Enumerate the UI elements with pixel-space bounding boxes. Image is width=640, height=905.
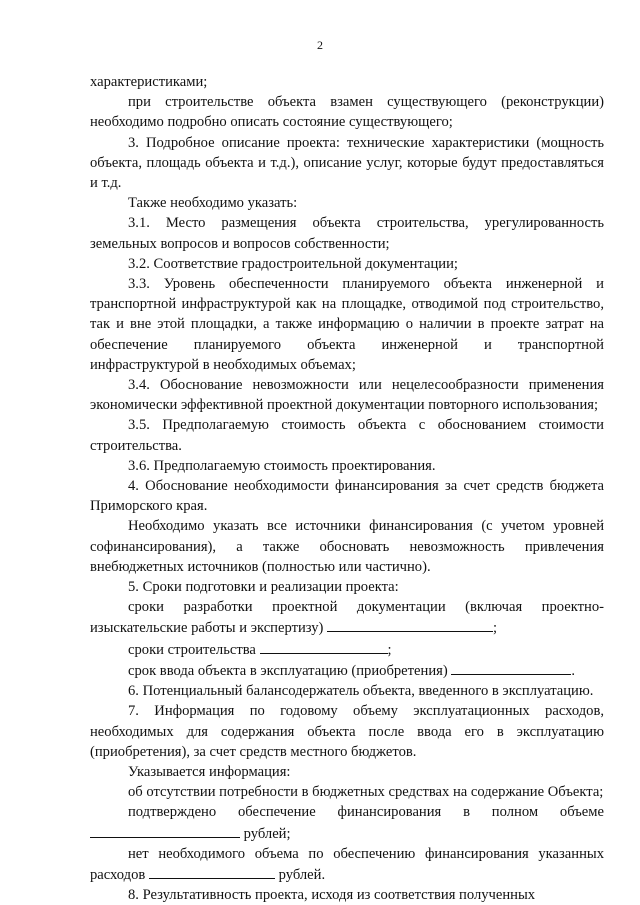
funding-confirmed-unit: рублей; xyxy=(243,825,291,842)
paragraph-item-4: 4. Обоснование необходимости финансирования за счет средств бюджета Приморского края. xyxy=(90,478,604,515)
design-deadline-end: ; xyxy=(493,620,498,637)
design-deadline-text: сроки разработки проектной документации (включая проектно-изыскательские работы и экспертизу) xyxy=(90,599,604,637)
paragraph-item-8: 8. Результативность проекта, исходя из соответствия полученных xyxy=(128,887,536,904)
document-body xyxy=(90,72,604,905)
paragraph-also-specify: Также необходимо указать: xyxy=(128,195,298,212)
paragraph-item-6: 6. Потенциальный балансодержатель объекта, введенного в эксплуатацию. xyxy=(128,683,594,700)
design-deadline-line xyxy=(90,597,604,638)
page-number: 2 xyxy=(317,38,323,52)
construction-deadline-text: сроки строительства xyxy=(128,641,256,658)
funding-confirmed-line xyxy=(90,802,604,843)
paragraph-info-specified: Указывается информация: xyxy=(128,763,291,780)
design-deadline-blank xyxy=(327,617,493,632)
construction-deadline-end: ; xyxy=(387,641,392,658)
paragraph-no-need: об отсутствии потребности в бюджетных средствах на содержание Объекта; xyxy=(128,784,604,801)
funding-confirmed-text: подтверждено обеспечение финансирования в полном объеме xyxy=(128,804,604,821)
paragraph-item-3-1: 3.1. Место размещения объекта строительства, урегулированность земельных вопросов и вопросов собственности; xyxy=(90,215,604,252)
paragraph-reconstruction: при строительстве объекта взамен существующего (реконструкции) необходимо подробно описать состояние существующего; xyxy=(90,94,604,131)
commissioning-deadline-blank xyxy=(451,660,571,675)
paragraph-item-3-6: 3.6. Предполагаемую стоимость проектирования. xyxy=(128,457,436,474)
construction-deadline-line xyxy=(90,639,604,660)
paragraph-item-3: 3. Подробное описание проекта: технические характеристики (мощность объекта, площадь объекта и т.д.), описание услуг, которые будут предоставляться и т.д. xyxy=(90,134,604,192)
commissioning-deadline-line xyxy=(90,660,604,681)
paragraph-funding-sources: Необходимо указать все источники финансирования (с учетом уровней софинансирования), а также обосновать невозможность привлечения внебюджетных источников (полностью или частично). xyxy=(90,518,604,575)
paragraph-continuation: характеристиками; xyxy=(90,74,208,90)
funding-lacking-blank xyxy=(149,864,275,879)
construction-deadline-blank xyxy=(260,639,388,654)
paragraph-item-7: 7. Информация по годовому объему эксплуатационных расходов, необходимых для содержания объекта после ввода его в эксплуатацию (приобретения), за счет средств местного бюджетов. xyxy=(90,703,604,760)
commissioning-deadline-text: срок ввода объекта в эксплуатацию (приобретения) xyxy=(128,662,448,679)
funding-lacking-line xyxy=(90,844,604,885)
commissioning-deadline-end: . xyxy=(571,662,576,679)
funding-lacking-unit: рублей. xyxy=(278,866,326,883)
funding-lacking-text: нет необходимого объема по обеспечению финансирования указанных расходов xyxy=(90,845,604,883)
funding-confirmed-blank xyxy=(90,823,240,838)
paragraph-item-3-3: 3.3. Уровень обеспеченности планируемого объекта инженерной и транспортной инфраструктурой как на площадке, отводимой под строительство, так и вне этой площадки, а также информацию о наличии в проекте затрат на обеспечение планируемого объекта инженерной и транспортной инфраструктурой в необходимых объемах; xyxy=(90,276,604,373)
paragraph-item-3-4: 3.4. Обоснование невозможности или нецелесообразности применения экономически эффективной проектной документации повторного использования; xyxy=(90,377,604,414)
paragraph-item-3-5: 3.5. Предполагаемую стоимость объекта с обоснованием стоимости строительства. xyxy=(90,417,604,454)
paragraph-item-3-2: 3.2. Соответствие градостроительной документации; xyxy=(128,255,458,272)
paragraph-item-5: 5. Сроки подготовки и реализации проекта: xyxy=(128,579,399,596)
